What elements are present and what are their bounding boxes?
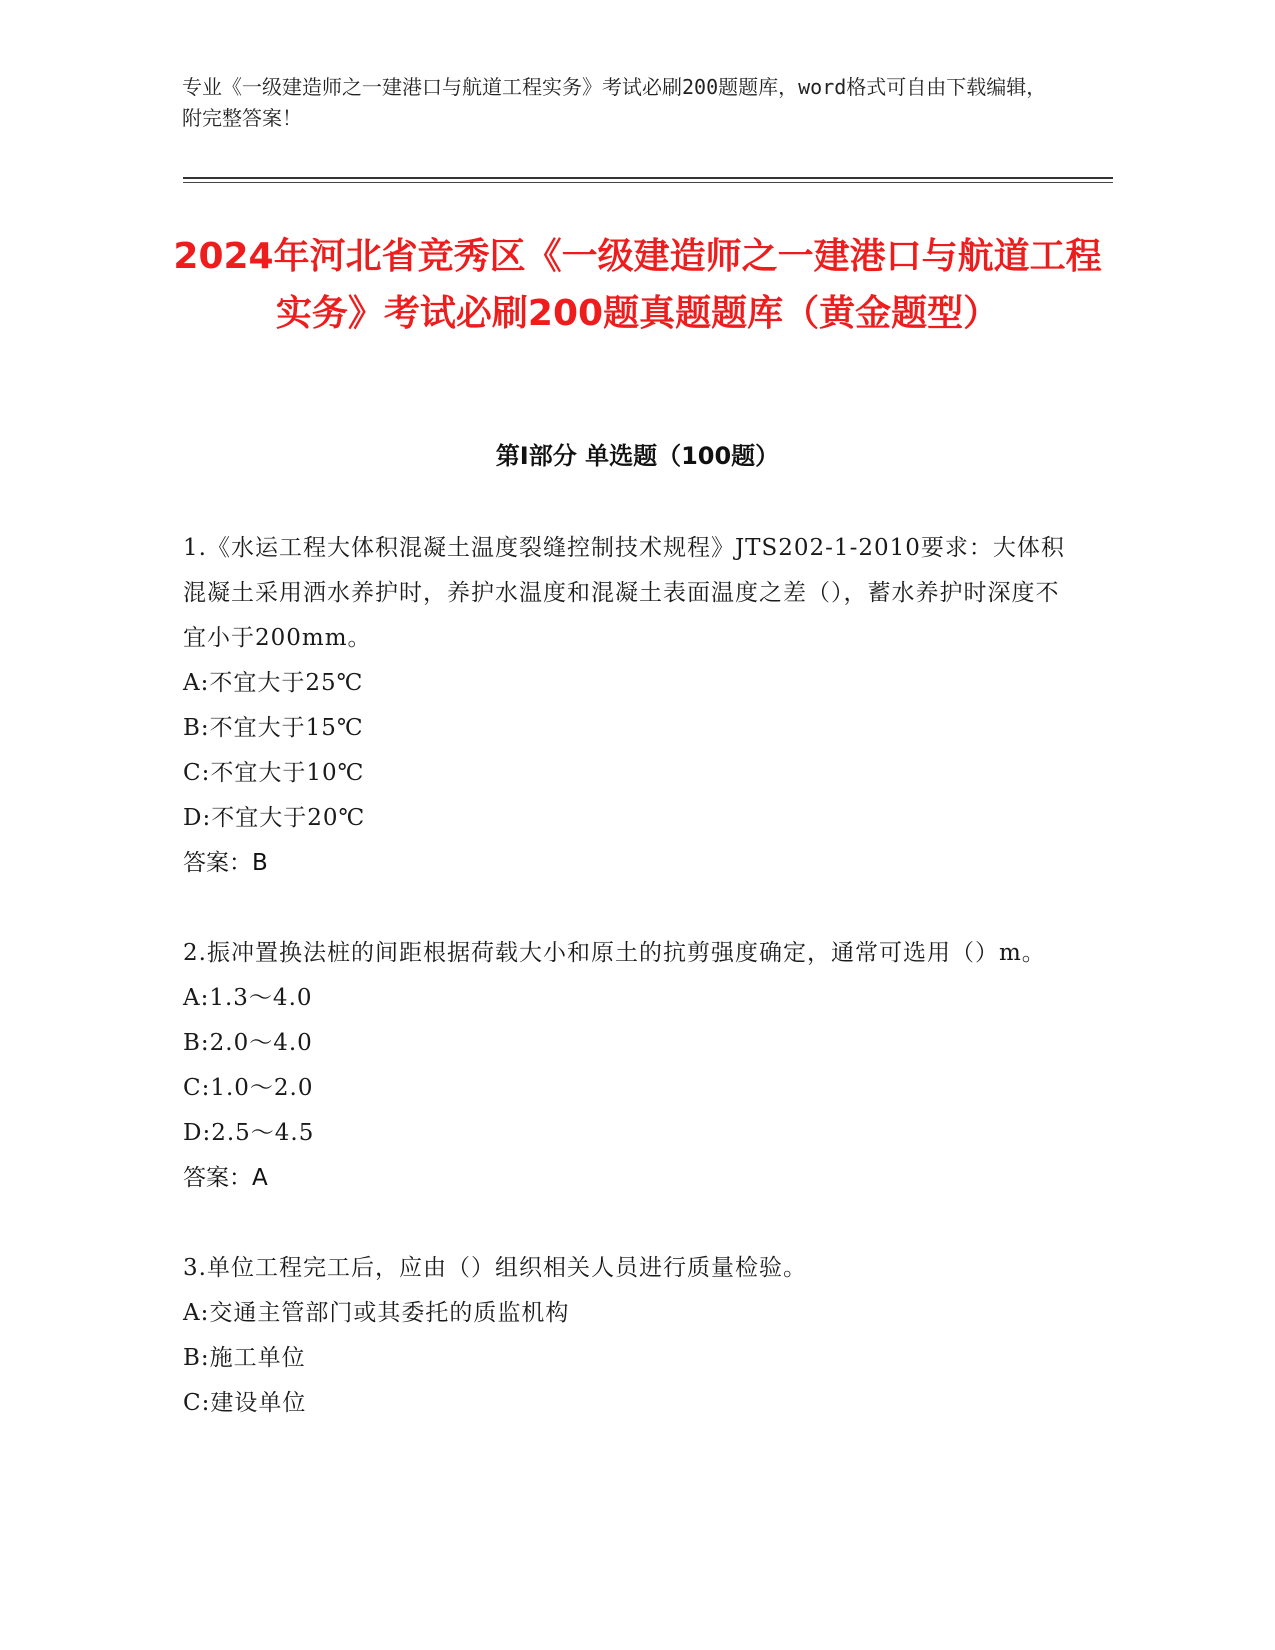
option-c: C:建设单位 [183, 1390, 307, 1416]
question-3 [183, 1246, 1083, 1426]
option-d: D:不宜大于20℃ [183, 805, 366, 831]
option-a: A:不宜大于25℃ [183, 670, 364, 696]
option-c: C:1.0～2.0 [183, 1075, 314, 1101]
option-b: B:不宜大于15℃ [183, 715, 364, 741]
option-a: A:1.3～4.0 [183, 985, 313, 1011]
question-stem: 1.《水运工程大体积混凝土温度裂缝控制技术规程》JTS202-1-2010要求：大体积混凝土采用洒水养护时，养护水温度和混凝土表面温度之差（），蓄水养护时深度不宜小于200mm。 [183, 535, 1065, 651]
option-b: B:施工单位 [183, 1345, 306, 1371]
option-c: C:不宜大于10℃ [183, 760, 365, 786]
question-1 [183, 526, 1083, 886]
document-title: 2024年河北省竞秀区《一级建造师之一建港口与航道工程实务》考试必刷200题真题题库（黄金题型） [173, 236, 1102, 334]
section-title: 第I部分 单选题（100题） [495, 442, 780, 470]
question-stem: 3.单位工程完工后，应由（）组织相关人员进行质量检验。 [183, 1255, 807, 1281]
question-stem: 2.振冲置换法桩的间距根据荷载大小和原土的抗剪强度确定，通常可选用（）m。 [183, 940, 1046, 966]
header-divider-thick [183, 177, 1113, 179]
header-note: 专业《一级建造师之一建港口与航道工程实务》考试必刷200题题库，word格式可自由下载编辑，附完整答案！ [182, 75, 1047, 130]
question-list [183, 526, 1083, 1471]
option-a: A:交通主管部门或其委托的质监机构 [183, 1300, 570, 1326]
option-d: D:2.5～4.5 [183, 1120, 315, 1146]
answer: 答案：A [183, 1165, 268, 1191]
question-2 [183, 931, 1083, 1201]
option-b: B:2.0～4.0 [183, 1030, 313, 1056]
answer: 答案：B [183, 850, 268, 876]
header-divider-thin [183, 182, 1113, 183]
